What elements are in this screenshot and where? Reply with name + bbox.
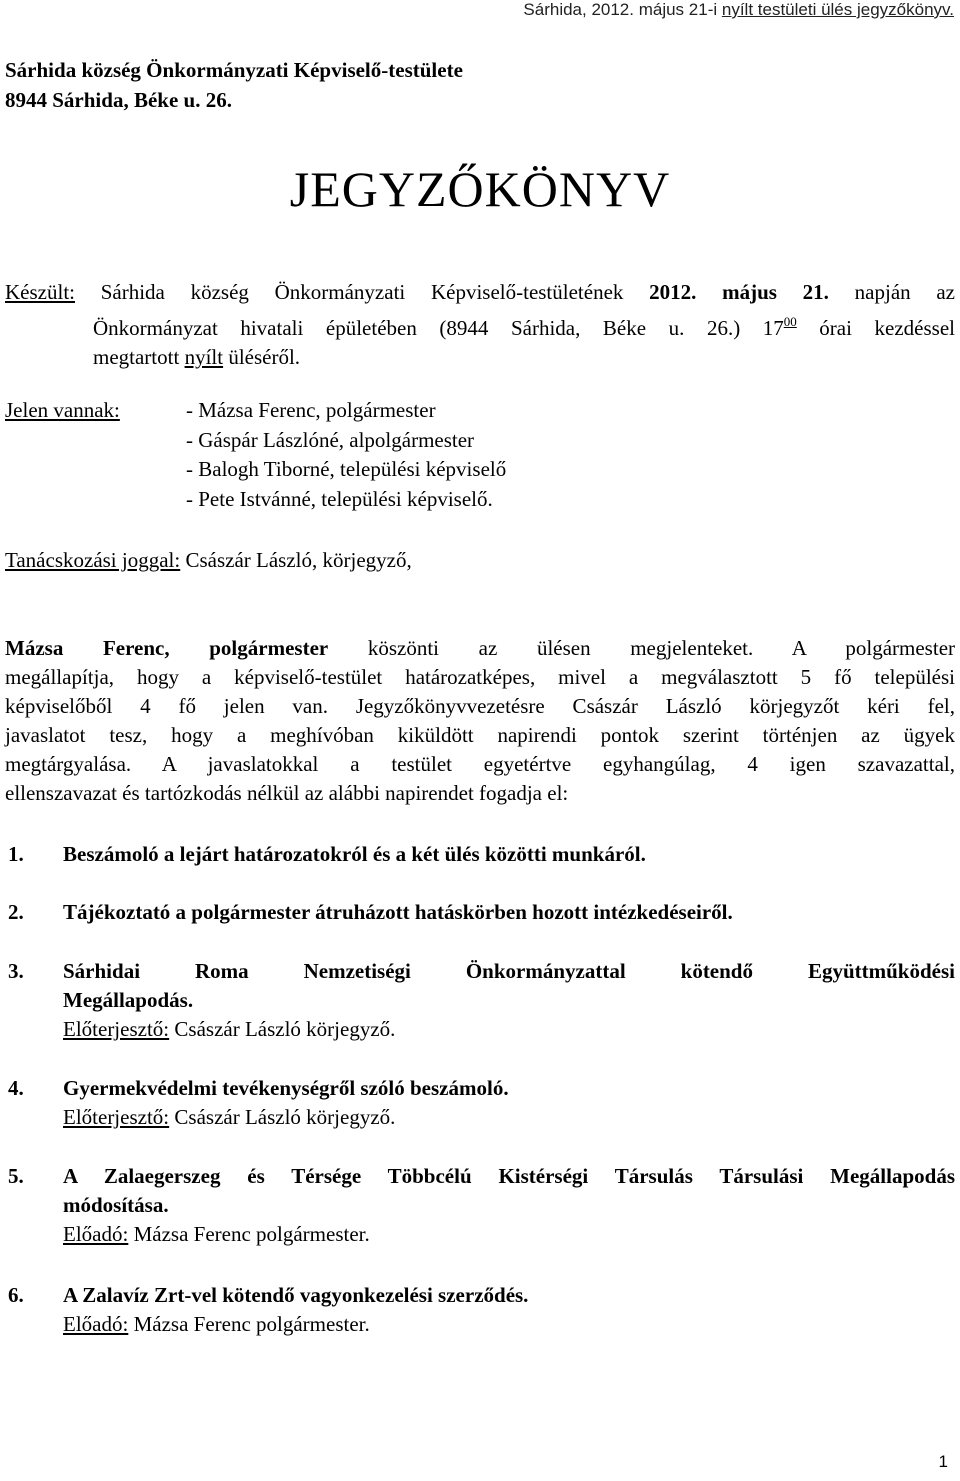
prepared-label: Készült: bbox=[5, 280, 75, 304]
agenda-title: módosítása. bbox=[63, 1193, 169, 1217]
agenda-number: 6. bbox=[8, 1283, 24, 1307]
prepared-text-1a: Sárhida község Önkormányzati Képviselő-testületének bbox=[74, 280, 650, 304]
intro-bold-lead: Mázsa Ferenc, polgármester bbox=[5, 636, 329, 660]
agenda-number: 1. bbox=[8, 842, 24, 866]
present-member: - Balogh Tiborné, települési képviselő bbox=[186, 457, 507, 481]
agenda-title: A Zalaegerszeg és Térsége Többcélú Kistérségi Társulás Társulási Megállapodás bbox=[63, 1164, 955, 1188]
agenda-item-5 bbox=[5, 1162, 955, 1249]
prepared-paragraph bbox=[5, 278, 955, 372]
organization-block bbox=[5, 55, 463, 115]
intro-line: ellenszavazat és tartózkodás nélkül az alábbi napirendet fogadja el: bbox=[5, 781, 569, 805]
agenda-role-text: Császár László körjegyző. bbox=[169, 1017, 396, 1041]
running-header bbox=[523, 0, 954, 20]
advisory-text: Császár László, körjegyző, bbox=[180, 548, 412, 572]
running-header-prefix: Sárhida, 2012. május 21-i bbox=[523, 0, 722, 19]
present-member: - Pete Istvánné, települési képviselő. bbox=[186, 486, 493, 511]
prepared-text-3a: megtartott bbox=[93, 345, 185, 369]
agenda-item-2 bbox=[5, 898, 955, 927]
present-member: - Mázsa Ferenc, polgármester bbox=[186, 398, 436, 422]
meeting-date: 2012. május 21. bbox=[649, 280, 829, 304]
agenda-title: A Zalavíz Zrt-vel kötendő vagyonkezelési szerződés. bbox=[63, 1283, 529, 1307]
document-title: JEGYZŐKÖNYV bbox=[289, 161, 671, 217]
agenda-item-3 bbox=[5, 957, 955, 1044]
agenda-role-label: Előterjesztő: bbox=[63, 1017, 170, 1041]
agenda-item-6 bbox=[5, 1281, 955, 1339]
agenda-role-label: Előadó: bbox=[63, 1222, 129, 1246]
prepared-text-2b: órai kezdéssel bbox=[796, 316, 955, 340]
agenda-title: Beszámoló a lejárt határozatokról és a két ülés közötti munkáról. bbox=[63, 842, 646, 866]
intro-line: javaslatot tesz, hogy a meghívóban kiküldött napirendi pontok szerint történjen az ügyek bbox=[5, 723, 955, 747]
prepared-text-2a: Önkormányzat hivatali épületében (8944 Sárhida, Béke u. 26.) 17 bbox=[93, 316, 784, 340]
agenda-number: 2. bbox=[8, 900, 24, 924]
agenda-title: Gyermekvédelmi tevékenységről szóló beszámoló. bbox=[63, 1076, 509, 1100]
page-number: 1 bbox=[938, 1452, 948, 1471]
agenda-role bbox=[63, 1105, 395, 1129]
time-superscript: 00 bbox=[783, 314, 797, 329]
intro-line: megállapítja, hogy a képviselő-testület határozatképes, mivel a megválasztott 5 fő települési bbox=[5, 665, 955, 689]
prepared-line-3 bbox=[5, 343, 955, 372]
agenda-role-label: Előadó: bbox=[63, 1312, 129, 1336]
advisory-label: Tanácskozási joggal: bbox=[5, 548, 181, 572]
intro-text: köszönti az ülésen megjelenteket. A polgármester bbox=[328, 636, 956, 660]
organization-address: 8944 Sárhida, Béke u. 26. bbox=[5, 88, 232, 112]
advisory-line bbox=[5, 546, 412, 575]
agenda-role-text: Mázsa Ferenc polgármester. bbox=[128, 1222, 370, 1246]
agenda-role-label: Előterjesztő: bbox=[63, 1105, 170, 1129]
prepared-line-1 bbox=[5, 278, 955, 307]
agenda-number: 4. bbox=[8, 1076, 24, 1100]
intro-paragraph bbox=[5, 634, 955, 808]
agenda-role bbox=[63, 1017, 395, 1041]
intro-line: megtárgyalása. A javaslatokkal a testület egyetértve egyhangúlag, 4 igen szavazattal, bbox=[5, 752, 955, 776]
agenda-title: Tájékoztató a polgármester átruházott hatáskörben hozott intézkedéseiről. bbox=[63, 900, 733, 924]
agenda-role-text: Mázsa Ferenc polgármester. bbox=[128, 1312, 370, 1336]
prepared-text-1b: napján az bbox=[828, 280, 956, 304]
intro-line: képviselőből 4 fő jelen van. Jegyzőkönyvvezetésre Császár László körjegyzőt kéri fel, bbox=[5, 694, 955, 718]
present-label: Jelen vannak: bbox=[5, 398, 120, 422]
agenda-role bbox=[63, 1312, 370, 1336]
agenda-title: Megállapodás. bbox=[63, 988, 194, 1012]
present-member: - Gáspár Lászlóné, alpolgármester bbox=[186, 427, 475, 452]
organization-name: Sárhida község Önkormányzati Képviselő-testülete bbox=[5, 58, 463, 82]
prepared-line-2 bbox=[5, 307, 955, 343]
agenda-number: 5. bbox=[8, 1164, 24, 1188]
agenda-number: 3. bbox=[8, 959, 24, 983]
present-list bbox=[186, 396, 506, 514]
agenda-title: Sárhidai Roma Nemzetiségi Önkormányzattal kötendő Együttműködési bbox=[63, 959, 955, 983]
running-header-underlined: nyílt testületi ülés jegyzőkönyv. bbox=[721, 0, 954, 19]
session-type: nyílt bbox=[184, 345, 224, 369]
intro-line bbox=[5, 634, 955, 663]
agenda-role bbox=[63, 1222, 370, 1246]
agenda-item-4 bbox=[5, 1074, 955, 1132]
agenda-item-1 bbox=[5, 840, 955, 869]
prepared-text-3b: üléséről. bbox=[223, 345, 301, 369]
agenda-role-text: Császár László körjegyző. bbox=[169, 1105, 396, 1129]
